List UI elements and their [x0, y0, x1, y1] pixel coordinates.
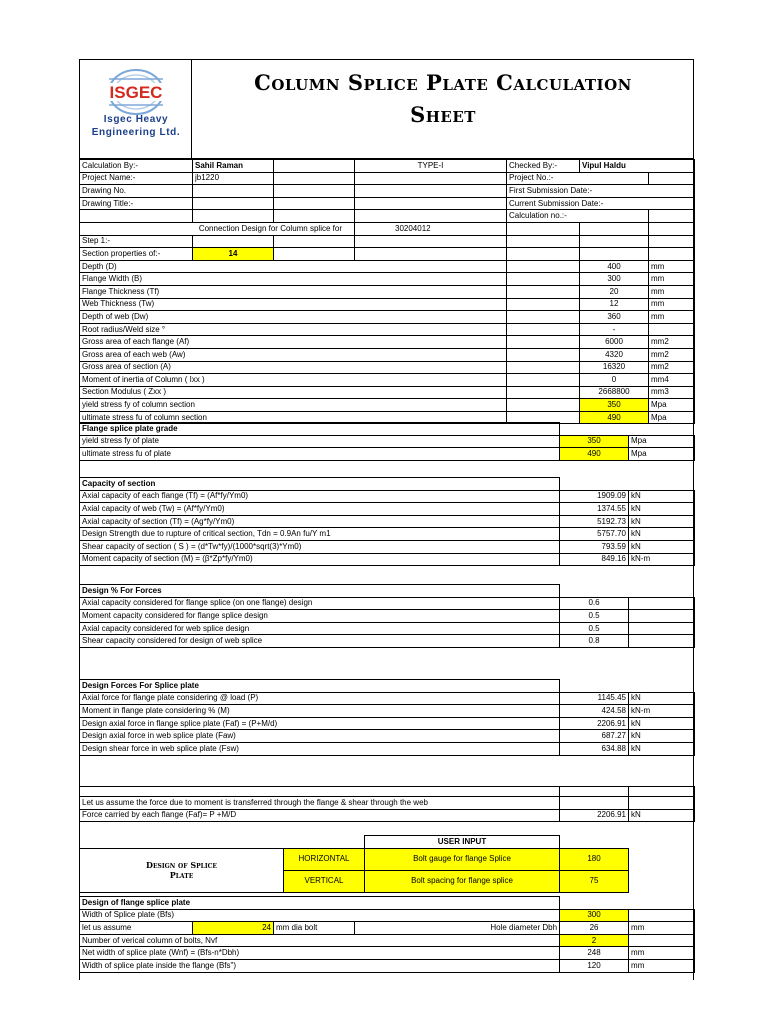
- company-name-line1: Isgec Heavy: [103, 114, 169, 125]
- empty-cell: [629, 797, 695, 810]
- empty-cell: [629, 622, 695, 635]
- calc-by-label: Calculation By:-: [80, 160, 193, 173]
- design-force-label: Design axial force in flange splice plate (Faf) = (P+M/d): [80, 717, 560, 730]
- drawing-no-label: Drawing No.: [80, 185, 193, 198]
- hole-diameter-label: Hole diameter Dbh: [355, 922, 560, 935]
- design-force-value: 424.58: [560, 705, 629, 718]
- empty-cell: [193, 185, 274, 198]
- company-name: [83, 113, 189, 139]
- flange-splice-heading: Design of flange splice plate: [80, 897, 560, 910]
- capacity-rows: [80, 490, 695, 566]
- empty-cell: [80, 787, 560, 797]
- empty-cell: [80, 210, 193, 223]
- empty-cell: [355, 172, 507, 185]
- empty-cell: [507, 336, 580, 349]
- grade-value[interactable]: 350: [560, 435, 629, 448]
- net-width-unit: mm: [629, 947, 695, 960]
- design-percent-value: 0.5: [560, 610, 629, 623]
- capacity-label: Design Strength due to rupture of critical section, Tdn = 0.9An fu/Y m1: [80, 528, 560, 541]
- empty-cell: [507, 298, 580, 311]
- empty-cell: [507, 248, 580, 261]
- empty-cell: [560, 423, 629, 436]
- empty-cell: [629, 787, 695, 797]
- table-row: [80, 336, 695, 349]
- table-row: [80, 160, 695, 173]
- property-value: 400: [580, 260, 649, 273]
- capacity-label: Shear capacity of section ( S ) = (d*Tw*fy)/(1000*sqrt(3)*Ym0): [80, 540, 560, 553]
- design-percent-label: Shear capacity considered for design of web splice: [80, 635, 560, 648]
- empty-cell: [629, 897, 695, 910]
- table-row: [80, 934, 695, 947]
- empty-cell: [355, 185, 507, 198]
- assume-label: let us assume: [80, 922, 193, 935]
- property-value: 360: [580, 311, 649, 324]
- force-per-flange-label: Force carried by each flange (Faf)= P +M/D: [80, 809, 560, 822]
- design-percent-value: 0.6: [560, 597, 629, 610]
- design-percent-value: 0.5: [560, 622, 629, 635]
- design-force-label: Design shear force in web splice plate (Fsw): [80, 742, 560, 755]
- grade-unit: Mpa: [629, 435, 695, 448]
- empty-cell: [580, 222, 649, 235]
- property-label: Depth (D): [80, 260, 507, 273]
- design-force-unit: kN: [629, 742, 695, 755]
- table-row: [80, 947, 695, 960]
- nvf-input[interactable]: 2: [560, 934, 629, 947]
- empty-cell: [560, 478, 629, 491]
- empty-cell: [80, 836, 284, 849]
- property-unit: mm2: [649, 336, 695, 349]
- empty-cell: [193, 235, 274, 248]
- table-row: [80, 197, 695, 210]
- table-row: [80, 210, 695, 223]
- property-value: 4320: [580, 348, 649, 361]
- design-forces-table: [79, 679, 695, 756]
- empty-cell: [560, 680, 629, 693]
- empty-cell: [629, 934, 695, 947]
- design-force-unit: kN: [629, 692, 695, 705]
- property-value: 16320: [580, 361, 649, 374]
- splice-width-label: Width of Splice plate (Bfs): [80, 909, 560, 922]
- table-row: [80, 222, 695, 235]
- table-row: [80, 185, 695, 198]
- net-width-value: 248: [560, 947, 629, 960]
- isgec-logo-icon: [95, 67, 177, 117]
- empty-cell: [507, 386, 580, 399]
- property-unit: mm2: [649, 348, 695, 361]
- table-row: [80, 717, 695, 730]
- empty-cell: [560, 836, 629, 849]
- empty-cell: [629, 585, 695, 598]
- company-name-line2: Engineering Ltd.: [91, 127, 181, 138]
- capacity-unit: kN-m: [629, 553, 695, 566]
- net-width-label: Net width of splice plate (Wnf) = (Bfs-n*Dbh): [80, 947, 560, 960]
- splice-title-line1: Design of Splice: [146, 860, 217, 871]
- table-row: [80, 348, 695, 361]
- design-percent-heading: Design % For Forces: [80, 585, 560, 598]
- table-row: [80, 809, 695, 822]
- table-row: [80, 260, 695, 273]
- capacity-unit: kN: [629, 540, 695, 553]
- capacity-table: [79, 477, 695, 566]
- empty-cell: [629, 597, 695, 610]
- table-row: [80, 730, 695, 743]
- empty-cell: [649, 222, 695, 235]
- design-force-label: Moment in flange plate considering % (M): [80, 705, 560, 718]
- connection-label: Connection Design for Column splice for: [80, 222, 355, 235]
- connection-value: 30204012: [355, 222, 507, 235]
- table-row: [80, 705, 695, 718]
- empty-cell: [629, 836, 695, 849]
- table-row: [80, 386, 695, 399]
- capacity-unit: kN: [629, 503, 695, 516]
- property-label: Gross area of each flange (Af): [80, 336, 507, 349]
- property-value: 300: [580, 273, 649, 286]
- table-row: [80, 909, 695, 922]
- checked-by-label: Checked By:-: [507, 160, 580, 173]
- project-no-label: Project No.:-: [507, 172, 649, 185]
- empty-cell: [274, 210, 355, 223]
- table-row: [80, 503, 695, 516]
- table-row: [80, 836, 695, 849]
- empty-cell: [507, 399, 580, 412]
- empty-cell: [507, 348, 580, 361]
- horizontal-label: HORIZONTAL: [284, 848, 365, 870]
- table-row: [80, 248, 695, 261]
- section-prop-label: Section properties of:-: [80, 248, 193, 261]
- property-label: Gross area of section (A): [80, 361, 507, 374]
- design-force-value: 634.88: [560, 742, 629, 755]
- property-unit: mm: [649, 285, 695, 298]
- drawing-title-label: Drawing Title:-: [80, 197, 193, 210]
- property-unit: mm: [649, 311, 695, 324]
- empty-cell: [507, 285, 580, 298]
- empty-cell: [274, 235, 355, 248]
- property-value[interactable]: 490: [580, 411, 649, 424]
- empty-cell: [355, 248, 507, 261]
- design-force-label: Design axial force in web splice plate (Faw): [80, 730, 560, 743]
- empty-cell: [560, 897, 629, 910]
- property-label: yield stress fy of column section: [80, 399, 507, 412]
- bolt-dia-text: mm dia bolt: [274, 922, 355, 935]
- capacity-heading: Capacity of section: [80, 478, 560, 491]
- splice-title-line2: Plate: [169, 870, 194, 881]
- svg-text:ISGEC: ISGEC: [109, 83, 163, 102]
- empty-cell: [649, 248, 695, 261]
- grade-unit: Mpa: [629, 448, 695, 461]
- empty-cell: [507, 311, 580, 324]
- property-label: Gross area of each web (Aw): [80, 348, 507, 361]
- project-name-label: Project Name:-: [80, 172, 193, 185]
- empty-cell: [507, 323, 580, 336]
- type-value: TYPE-I: [355, 160, 507, 173]
- property-label: Root radius/Weld size °: [80, 323, 507, 336]
- table-row: [80, 797, 695, 810]
- table-row: [80, 399, 695, 412]
- property-label: Flange Width (B): [80, 273, 507, 286]
- title-line2: Sheet: [410, 102, 476, 127]
- table-row: [80, 680, 695, 693]
- property-label: Moment of inertia of Column ( Ixx ): [80, 374, 507, 387]
- property-unit: mm: [649, 273, 695, 286]
- checked-by-value: Vipul Haldu: [580, 160, 695, 173]
- table-row: [80, 273, 695, 286]
- property-value: 6000: [580, 336, 649, 349]
- design-percent-label: Axial capacity considered for flange splice (on one flange) design: [80, 597, 560, 610]
- empty-cell: [274, 185, 355, 198]
- empty-cell: [507, 235, 580, 248]
- property-value: 20: [580, 285, 649, 298]
- section-properties: [80, 260, 695, 424]
- sheet-header: [79, 59, 694, 159]
- grade-label: ultimate stress fu of plate: [80, 448, 560, 461]
- table-row: [80, 622, 695, 635]
- property-value: 2668800: [580, 386, 649, 399]
- table-row: [80, 540, 695, 553]
- capacity-value: 5192.73: [560, 515, 629, 528]
- table-row: [80, 597, 695, 610]
- design-force-value: 687.27: [560, 730, 629, 743]
- design-percent-value: 0.8: [560, 635, 629, 648]
- design-force-unit: kN: [629, 730, 695, 743]
- property-unit: Mpa: [649, 411, 695, 424]
- property-value: 0: [580, 374, 649, 387]
- empty-cell: [355, 235, 507, 248]
- capacity-label: Axial capacity of web (Tw) = (Af*fy/Ym0): [80, 503, 560, 516]
- grade-value[interactable]: 490: [560, 448, 629, 461]
- section-prop-value[interactable]: 14: [193, 248, 274, 261]
- table-row: [80, 478, 695, 491]
- flange-grade-heading: Flange splice plate grade: [80, 423, 560, 436]
- empty-cell: [649, 172, 695, 185]
- splice-width-input[interactable]: 300: [560, 909, 629, 922]
- table-row: [80, 361, 695, 374]
- table-row: [80, 298, 695, 311]
- property-unit: mm3: [649, 386, 695, 399]
- design-percent-rows: [80, 597, 695, 647]
- empty-cell: [649, 235, 695, 248]
- empty-cell: [629, 680, 695, 693]
- design-forces-rows: [80, 692, 695, 755]
- bolt-spacing-input[interactable]: 75: [560, 870, 629, 892]
- design-force-unit: kN: [629, 717, 695, 730]
- property-unit: mm2: [649, 361, 695, 374]
- capacity-value: 5757.70: [560, 528, 629, 541]
- empty-cell: [560, 797, 629, 810]
- user-input-label: USER INPUT: [365, 836, 560, 849]
- empty-cell: [355, 197, 507, 210]
- design-force-value: 1145.45: [560, 692, 629, 705]
- property-unit: Mpa: [649, 399, 695, 412]
- inside-width-label: Width of splice plate inside the flange (Bfs"): [80, 959, 560, 972]
- flange-grade-rows: [80, 435, 695, 460]
- capacity-label: Axial capacity of each flange (Tf) = (Af*fy/Ym0): [80, 490, 560, 503]
- table-row: [80, 635, 695, 648]
- property-label: Flange Thickness (Tf): [80, 285, 507, 298]
- table-row: [80, 585, 695, 598]
- force-per-flange-value: 2206.91: [560, 809, 629, 822]
- property-label: ultimate stress fu of column section: [80, 411, 507, 424]
- empty-cell: [274, 197, 355, 210]
- empty-cell: [274, 160, 355, 173]
- empty-cell: [355, 210, 507, 223]
- capacity-value: 849.16: [560, 553, 629, 566]
- assumption-text: Let us assume the force due to moment is transferred through the flange & shear through the web: [80, 797, 560, 810]
- empty-cell: [274, 172, 355, 185]
- empty-cell: [274, 248, 355, 261]
- table-row: [80, 423, 695, 436]
- first-submission-label: First Submission Date:-: [507, 185, 695, 198]
- empty-cell: [629, 423, 695, 436]
- table-row: [80, 374, 695, 387]
- splice-input-table: [79, 835, 695, 893]
- empty-cell: [507, 260, 580, 273]
- flange-grade-table: [79, 422, 695, 461]
- property-label: Section Modulus ( Zxx ): [80, 386, 507, 399]
- nvf-label: Number of verical column of bolts, Nvf: [80, 934, 560, 947]
- inside-width-value: 120: [560, 959, 629, 972]
- property-unit: [649, 323, 695, 336]
- empty-cell: [629, 848, 695, 870]
- property-label: Depth of web (Dw): [80, 311, 507, 324]
- table-row: [80, 553, 695, 566]
- design-force-label: Axial force for flange plate considering @ load (P): [80, 692, 560, 705]
- table-row: [80, 959, 695, 972]
- property-unit: mm: [649, 298, 695, 311]
- table-row: [80, 323, 695, 336]
- inside-width-unit: mm: [629, 959, 695, 972]
- design-forces-heading: Design Forces For Splice plate: [80, 680, 560, 693]
- table-row: [80, 311, 695, 324]
- grade-label: yield stress fy of plate: [80, 435, 560, 448]
- empty-cell: [629, 909, 695, 922]
- empty-cell: [649, 210, 695, 223]
- current-submission-label: Current Submission Date:-: [507, 197, 695, 210]
- empty-cell: [629, 635, 695, 648]
- table-row: [80, 897, 695, 910]
- capacity-label: Axial capacity of section (Tf) = (Ag*fy/Ym0): [80, 515, 560, 528]
- design-percent-table: [79, 584, 695, 648]
- capacity-value: 1909.09: [560, 490, 629, 503]
- table-row: [80, 922, 695, 935]
- empty-cell: [560, 787, 629, 797]
- hole-diameter-unit: mm: [629, 922, 695, 935]
- empty-cell: [629, 478, 695, 491]
- design-percent-label: Axial capacity considered for web splice design: [80, 622, 560, 635]
- empty-cell: [560, 585, 629, 598]
- splice-design-title: [80, 848, 284, 892]
- empty-cell: [580, 248, 649, 261]
- empty-cell: [193, 210, 274, 223]
- empty-cell: [507, 361, 580, 374]
- capacity-value: 793.59: [560, 540, 629, 553]
- table-row: [80, 435, 695, 448]
- property-unit: mm: [649, 260, 695, 273]
- table-row: [80, 692, 695, 705]
- table-row: [80, 742, 695, 755]
- title-line1: Column Splice Plate Calculation: [254, 70, 632, 95]
- table-row: [80, 528, 695, 541]
- calc-by-value: Sahil Raman: [193, 160, 274, 173]
- assumption-table: [79, 786, 695, 822]
- bolt-gauge-input[interactable]: 180: [560, 848, 629, 870]
- empty-cell: [193, 197, 274, 210]
- project-info-table: [79, 159, 695, 424]
- empty-cell: [580, 235, 649, 248]
- calc-no-label: Calculation no.:-: [507, 210, 649, 223]
- table-row: [80, 610, 695, 623]
- capacity-unit: kN: [629, 528, 695, 541]
- capacity-unit: kN: [629, 490, 695, 503]
- table-row: [80, 515, 695, 528]
- empty-cell: [284, 836, 365, 849]
- empty-cell: [507, 273, 580, 286]
- design-percent-label: Moment capacity considered for flange splice design: [80, 610, 560, 623]
- project-name-value: jb1220: [193, 172, 274, 185]
- flange-splice-table: [79, 896, 695, 973]
- table-row: [80, 490, 695, 503]
- bolt-dia-input[interactable]: 24: [193, 922, 274, 935]
- empty-cell: [629, 610, 695, 623]
- force-per-flange-unit: kN: [629, 809, 695, 822]
- property-value: 12: [580, 298, 649, 311]
- horizontal-desc: Bolt gauge for flange Splice: [365, 848, 560, 870]
- table-row: [80, 235, 695, 248]
- page-title: [192, 67, 694, 131]
- property-unit: mm4: [649, 374, 695, 387]
- step-label: Step 1:-: [80, 235, 193, 248]
- table-row: [80, 448, 695, 461]
- capacity-unit: kN: [629, 515, 695, 528]
- logo-block: [79, 59, 192, 159]
- vertical-desc: Bolt spacing for flange splice: [365, 870, 560, 892]
- capacity-label: Moment capacity of section (M) = (β*Zp*fy/Ym0): [80, 553, 560, 566]
- design-force-unit: kN-m: [629, 705, 695, 718]
- table-row: [80, 172, 695, 185]
- property-value[interactable]: 350: [580, 399, 649, 412]
- property-label: Web Thickness (Tw): [80, 298, 507, 311]
- vertical-label: VERTICAL: [284, 870, 365, 892]
- property-value: -: [580, 323, 649, 336]
- design-force-value: 2206.91: [560, 717, 629, 730]
- table-row: [80, 787, 695, 797]
- table-row: [80, 285, 695, 298]
- empty-cell: [629, 870, 695, 892]
- table-row: [80, 848, 695, 870]
- capacity-value: 1374.55: [560, 503, 629, 516]
- hole-diameter-value: 26: [560, 922, 629, 935]
- empty-cell: [507, 374, 580, 387]
- empty-cell: [507, 222, 580, 235]
